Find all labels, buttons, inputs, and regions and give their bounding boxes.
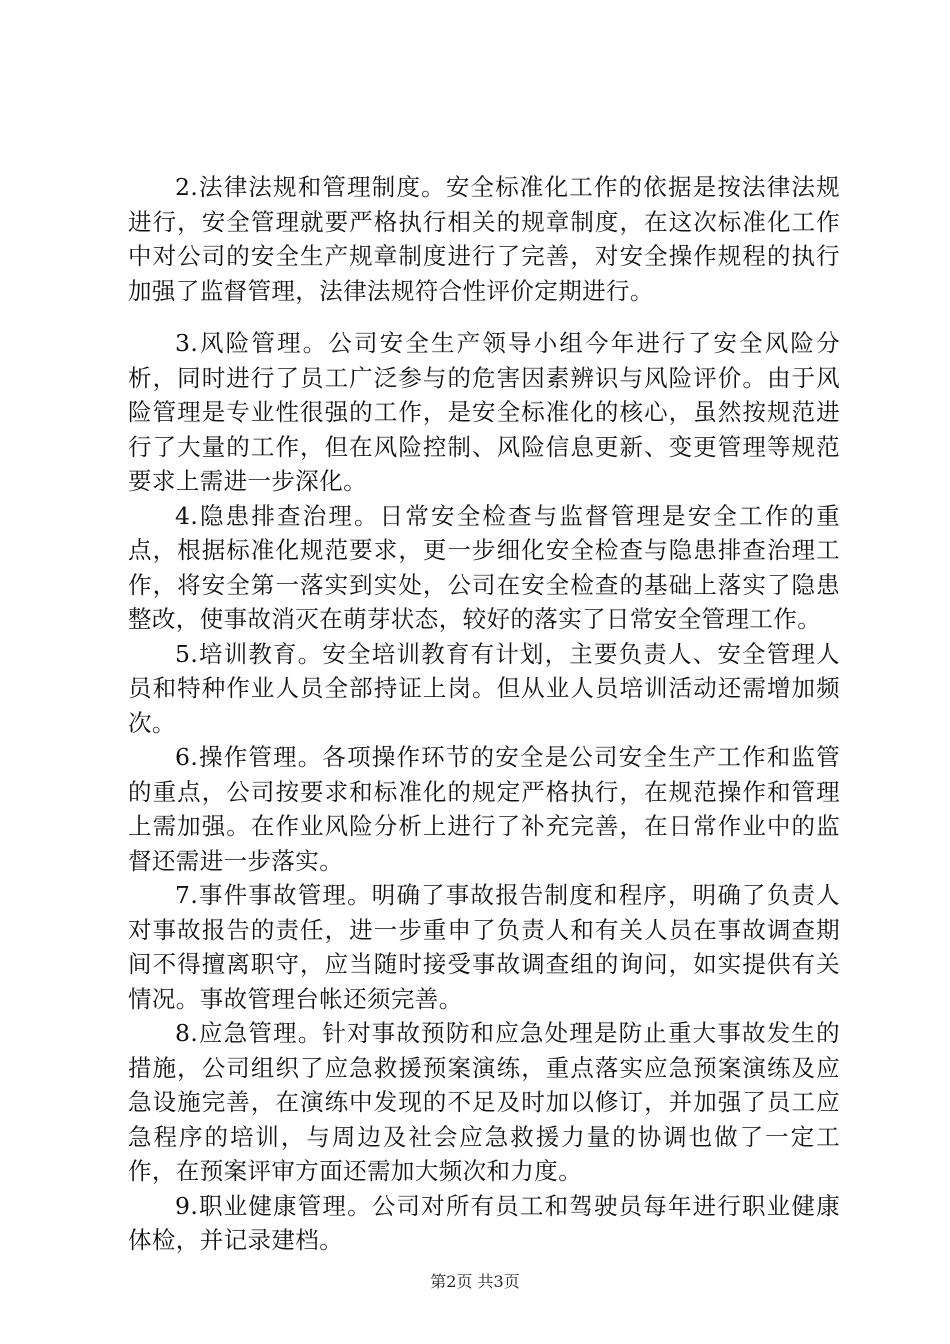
paragraph-laws-regulations: 2.法律法规和管理制度。安全标准化工作的依据是按法律法规进行，安全管理就要严格执行相关的规章制度，在这次标准化工作中对公司的安全生产规章制度进行了完善，对安全操作规程的执行加强了监督管理，法律法规符合性评价定期进行。 (128, 173, 840, 305)
paragraph-training: 5.培训教育。安全培训教育有计划，主要负责人、安全管理人员和特种作业人员全部持证上岗。但从业人员培训活动还需增加频次。 (128, 639, 840, 737)
paragraph-occupational-health: 9.职业健康管理。公司对所有员工和驾驶员每年进行职业健康体检，并记录建档。 (128, 1191, 840, 1254)
paragraph-incident-management: 7.事件事故管理。明确了事故报告制度和程序，明确了负责人对事故报告的责任，进一步重申了负责人和有关人员在事故调查期间不得擅离职守，应当随时接受事故调查组的询问，如实提供有关情况。事故管理台帐还须完善。 (128, 881, 840, 1013)
paragraph-hazard-inspection: 4.隐患排查治理。日常安全检查与监督管理是安全工作的重点，根据标准化规范要求，更一步细化安全检查与隐患排查治理工作，将安全第一落实到实处，公司在安全检查的基础上落实了隐患整改，使事故消灭在萌芽状态，较好的落实了日常安全管理工作。 (128, 501, 840, 633)
paragraph-emergency-management: 8.应急管理。针对事故预防和应急处理是防止重大事故发生的措施，公司组织了应急救援预案演练，重点落实应急预案演练及应急设施完善，在演练中发现的不足及时加以修订，并加强了员工应急程序的培训，与周边及社会应急救援力量的协调也做了一定工作，在预案评审方面还需加大频次和力度。 (128, 1019, 840, 1185)
document-body (128, 170, 840, 1258)
paragraph-operation-management: 6.操作管理。各项操作环节的安全是公司安全生产工作和监管的重点，公司按要求和标准化的规定严格执行，在规范操作和管理上需加强。在作业风险分析上进行了补充完善，在日常作业中的监督还需进一步落实。 (128, 743, 840, 875)
page-footer: 第2页 共3页 (430, 1272, 520, 1291)
paragraph-risk-management: 3.风险管理。公司安全生产领导小组今年进行了安全风险分析，同时进行了员工广泛参与的危害因素辨识与风险评价。由于风险管理是专业性很强的工作，是安全标准化的核心，虽然按规范进行了大量的工作，但在风险控制、风险信息更新、变更管理等规范要求上需进一步深化。 (128, 329, 840, 495)
